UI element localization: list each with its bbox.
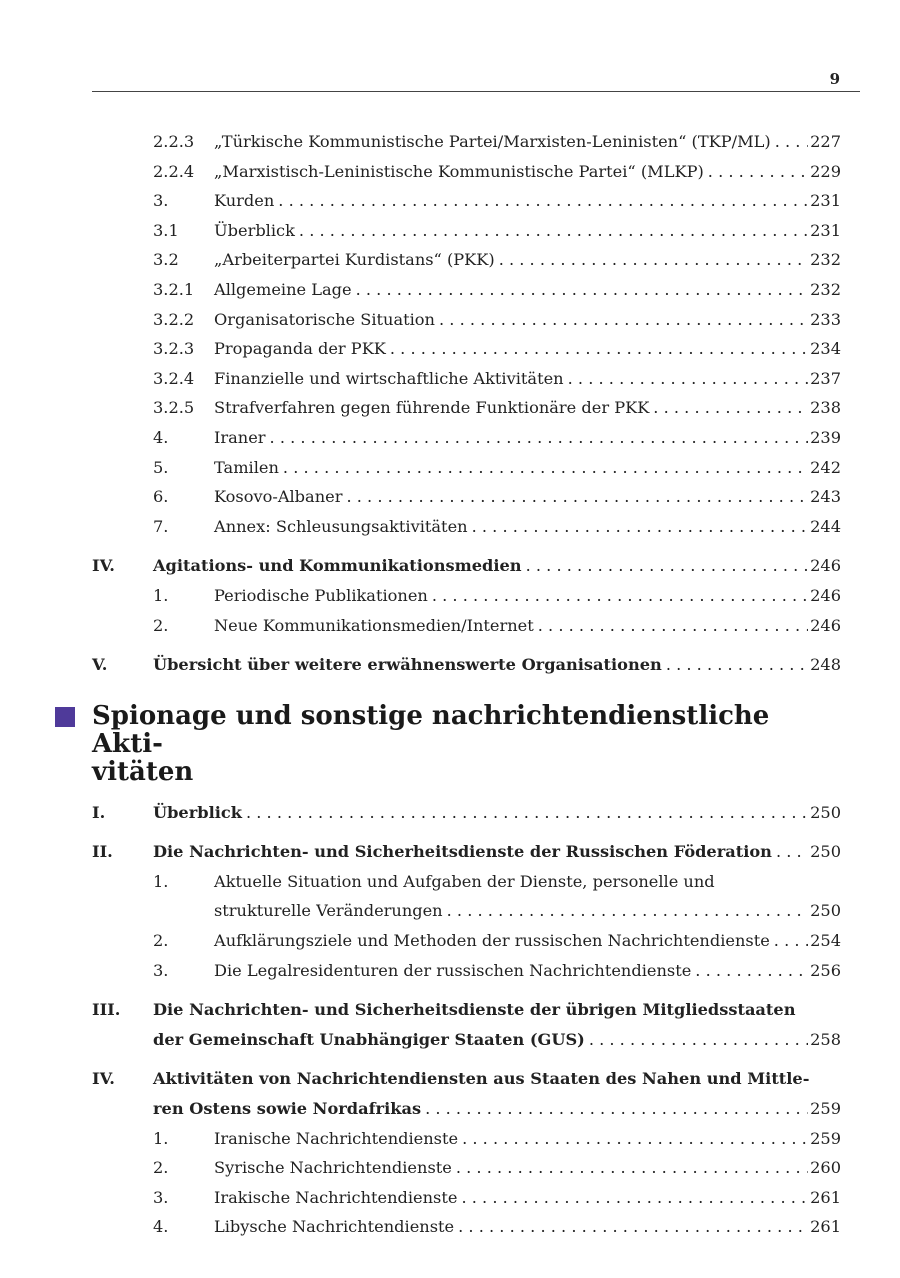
dot-leader <box>266 423 809 453</box>
toc-entry[interactable] <box>92 581 841 611</box>
toc-entry[interactable] <box>92 275 841 305</box>
entry-title: Annex: Schleusungsaktivitäten <box>214 516 468 536</box>
entry-number: 2. <box>153 615 169 635</box>
dot-leader <box>421 1094 808 1124</box>
entry-title: Allgemeine Lage <box>214 279 352 299</box>
entry-page: 233 <box>810 309 841 329</box>
entry-number: 3. <box>153 191 169 211</box>
dot-leader <box>495 245 808 275</box>
entry-number: 7. <box>153 516 169 536</box>
entry-number: 3.2.2 <box>153 309 195 329</box>
entry-number: 3.2 <box>153 250 179 270</box>
entry-title: Die Nachrichten- und Sicherheitsdienste der Russischen Föderation <box>153 842 772 862</box>
entry-title: Irakische Nachrichtendienste <box>214 1187 458 1207</box>
entry-number: 2. <box>153 1158 169 1178</box>
dot-leader <box>770 926 808 956</box>
toc-entry[interactable] <box>92 611 841 641</box>
entry-number: 2.2.3 <box>153 132 195 151</box>
entry-page: 231 <box>810 220 841 240</box>
toc-entry[interactable] <box>92 186 841 216</box>
dot-leader <box>443 896 808 926</box>
entry-title: Kurden <box>214 191 275 211</box>
entry-title: Libysche Nachrichtendienste <box>214 1217 455 1237</box>
entry-page: 227 <box>810 132 841 151</box>
entry-page: 259 <box>810 1128 841 1148</box>
entry-page: 261 <box>810 1187 841 1207</box>
entry-title: „Arbeiterpartei Kurdistans“ (PKK) <box>214 250 495 270</box>
entry-page: 243 <box>810 487 841 507</box>
entry-title: Organisatorische Situation <box>214 309 435 329</box>
entry-page: 237 <box>810 368 841 388</box>
entry-title: Syrische Nachrichtendienste <box>214 1158 452 1178</box>
page-number: 9 <box>829 70 840 88</box>
entry-title: Überblick <box>153 802 242 822</box>
toc-entry[interactable] <box>92 956 841 986</box>
entry-number: 6. <box>153 487 169 507</box>
dot-leader <box>662 650 808 680</box>
dot-leader <box>649 393 808 423</box>
toc-entry-continuation <box>92 1025 841 1055</box>
dot-leader <box>386 334 808 364</box>
entry-page: 250 <box>810 901 841 921</box>
entry-number: 1. <box>153 871 169 891</box>
entry-title: Finanzielle und wirtschaftliche Aktivitäten <box>214 368 564 388</box>
toc-entry[interactable] <box>92 305 841 335</box>
entry-title-line: Aktuelle Situation und Aufgaben der Dienste, personelle und <box>214 871 715 891</box>
entry-title: Periodische Publikationen <box>214 585 428 605</box>
entry-page: 238 <box>810 398 841 418</box>
entry-title: „Marxistisch-Leninistische Kommunistische Partei“ (MLKP) <box>214 161 704 181</box>
toc-entry[interactable] <box>92 157 841 187</box>
dot-leader <box>242 798 808 828</box>
dot-leader <box>771 127 808 157</box>
entry-number: 4. <box>153 1217 169 1237</box>
entry-page: 250 <box>810 802 841 822</box>
dot-leader <box>458 1124 808 1154</box>
entry-title: Agitations- und Kommunikationsmedien <box>153 556 522 576</box>
dot-leader <box>452 1153 808 1183</box>
entry-page: 261 <box>810 1217 841 1237</box>
dot-leader <box>352 275 809 305</box>
entry-number: V. <box>92 655 108 675</box>
dot-leader <box>772 837 808 867</box>
entry-page: 232 <box>810 250 841 270</box>
toc-entry[interactable] <box>92 364 841 394</box>
toc-entry[interactable] <box>92 1064 841 1094</box>
toc-entry[interactable] <box>92 423 841 453</box>
entry-title: Iranische Nachrichtendienste <box>214 1128 459 1148</box>
entry-page: 244 <box>810 516 841 536</box>
toc-entry[interactable] <box>92 216 841 246</box>
entry-page: 229 <box>810 161 841 181</box>
entry-number: 1. <box>153 585 169 605</box>
entry-title: Strafverfahren gegen führende Funktionäre der PKK <box>214 398 650 418</box>
entry-page: 234 <box>810 339 841 359</box>
toc-entry[interactable] <box>92 798 841 828</box>
header-rule <box>92 91 860 92</box>
entry-page: 232 <box>810 279 841 299</box>
toc-entry-continuation <box>92 896 841 926</box>
entry-title: Überblick <box>214 220 295 240</box>
dot-leader <box>585 1025 808 1055</box>
dot-leader <box>454 1212 808 1242</box>
entry-title: Iraner <box>214 427 266 447</box>
entry-page: 250 <box>810 842 841 862</box>
toc-entry[interactable] <box>92 867 841 897</box>
entry-number: 5. <box>153 457 169 477</box>
entry-number: 2.2.4 <box>153 161 195 181</box>
entry-page: 256 <box>810 960 841 980</box>
toc-entry-continuation <box>92 1094 841 1124</box>
entry-title: Tamilen <box>214 457 279 477</box>
entry-page: 254 <box>810 931 841 951</box>
dot-leader <box>295 216 808 246</box>
dot-leader <box>457 1183 808 1213</box>
dot-leader <box>279 453 808 483</box>
dot-leader <box>468 512 809 542</box>
entry-title: strukturelle Veränderungen <box>214 901 443 921</box>
entry-page: 246 <box>810 585 841 605</box>
entry-number: I. <box>92 802 106 822</box>
entry-title: „Türkische Kommunistische Partei/Marxisten-Leninisten“ (TKP/ML) <box>214 132 771 151</box>
entry-title: Aufklärungsziele und Methoden der russischen Nachrichtendienste <box>214 931 770 951</box>
toc-entry[interactable] <box>92 1153 841 1183</box>
toc-entry[interactable] <box>92 393 841 423</box>
entry-number: 2. <box>153 931 169 951</box>
entry-number: 1. <box>153 1128 169 1148</box>
entry-number: 4. <box>153 427 169 447</box>
dot-leader <box>428 581 808 611</box>
dot-leader <box>522 551 809 581</box>
toc-entry[interactable] <box>92 1183 841 1213</box>
dot-leader <box>435 305 808 335</box>
entry-page: 242 <box>810 457 841 477</box>
entry-number: 3.2.5 <box>153 398 195 418</box>
toc-entry[interactable] <box>92 245 841 275</box>
toc-entry[interactable] <box>92 453 841 483</box>
entry-page: 260 <box>810 1158 841 1178</box>
dot-leader <box>691 956 808 986</box>
entry-number: IV. <box>92 1069 115 1089</box>
entry-page: 248 <box>810 655 841 675</box>
entry-number: 3.2.4 <box>153 368 195 388</box>
entry-page: 246 <box>810 615 841 635</box>
entry-title: ren Ostens sowie Nordafrikas <box>153 1099 422 1119</box>
entry-title-line: Aktivitäten von Nachrichtendiensten aus Staaten des Nahen und Mittle- <box>153 1069 810 1089</box>
entry-page: 258 <box>810 1029 841 1049</box>
toc-entry[interactable] <box>92 127 841 157</box>
chapter-marker-icon <box>55 707 75 727</box>
toc-entry[interactable] <box>92 1124 841 1154</box>
entry-page: 231 <box>810 191 841 211</box>
toc-entry[interactable] <box>92 926 841 956</box>
entry-title: Propaganda der PKK <box>214 339 386 359</box>
entry-number: 3.2.1 <box>153 279 195 299</box>
dot-leader <box>274 186 808 216</box>
dot-leader <box>704 157 808 187</box>
entry-number: 3. <box>153 960 169 980</box>
table-of-contents <box>92 127 841 1242</box>
entry-number: IV. <box>92 556 115 576</box>
entry-number: III. <box>92 1000 121 1020</box>
entry-number: 3.1 <box>153 220 179 240</box>
toc-entry[interactable] <box>92 650 841 680</box>
entry-title: der Gemeinschaft Unabhängiger Staaten (GUS) <box>153 1029 585 1049</box>
toc-entry[interactable] <box>92 482 841 512</box>
toc-entry[interactable] <box>92 995 841 1025</box>
chapter-heading <box>55 702 841 786</box>
entry-page: 246 <box>810 556 841 576</box>
toc-entry[interactable] <box>92 551 841 581</box>
entry-number: II. <box>92 842 113 862</box>
entry-page: 239 <box>810 427 841 447</box>
toc-entry[interactable] <box>92 334 841 364</box>
dot-leader <box>342 482 808 512</box>
entry-number: 3.2.3 <box>153 339 195 359</box>
entry-title: Kosovo-Albaner <box>214 487 343 507</box>
toc-entry[interactable] <box>92 512 841 542</box>
entry-title: Übersicht über weitere erwähnenswerte Organisationen <box>153 655 662 675</box>
toc-entry[interactable] <box>92 837 841 867</box>
dot-leader <box>534 611 808 641</box>
entry-title: Neue Kommunikationsmedien/Internet <box>214 615 534 635</box>
toc-entry[interactable] <box>92 1212 841 1242</box>
dot-leader <box>564 364 808 394</box>
entry-number: 3. <box>153 1187 169 1207</box>
chapter-title: Spionage und sonstige nachrichtendienstliche Akti- vitäten <box>92 700 770 787</box>
entry-page: 259 <box>810 1099 841 1119</box>
entry-title-line: Die Nachrichten- und Sicherheitsdienste der übrigen Mitgliedsstaaten <box>153 1000 796 1020</box>
entry-title: Die Legalresidenturen der russischen Nachrichtendienste <box>214 960 692 980</box>
